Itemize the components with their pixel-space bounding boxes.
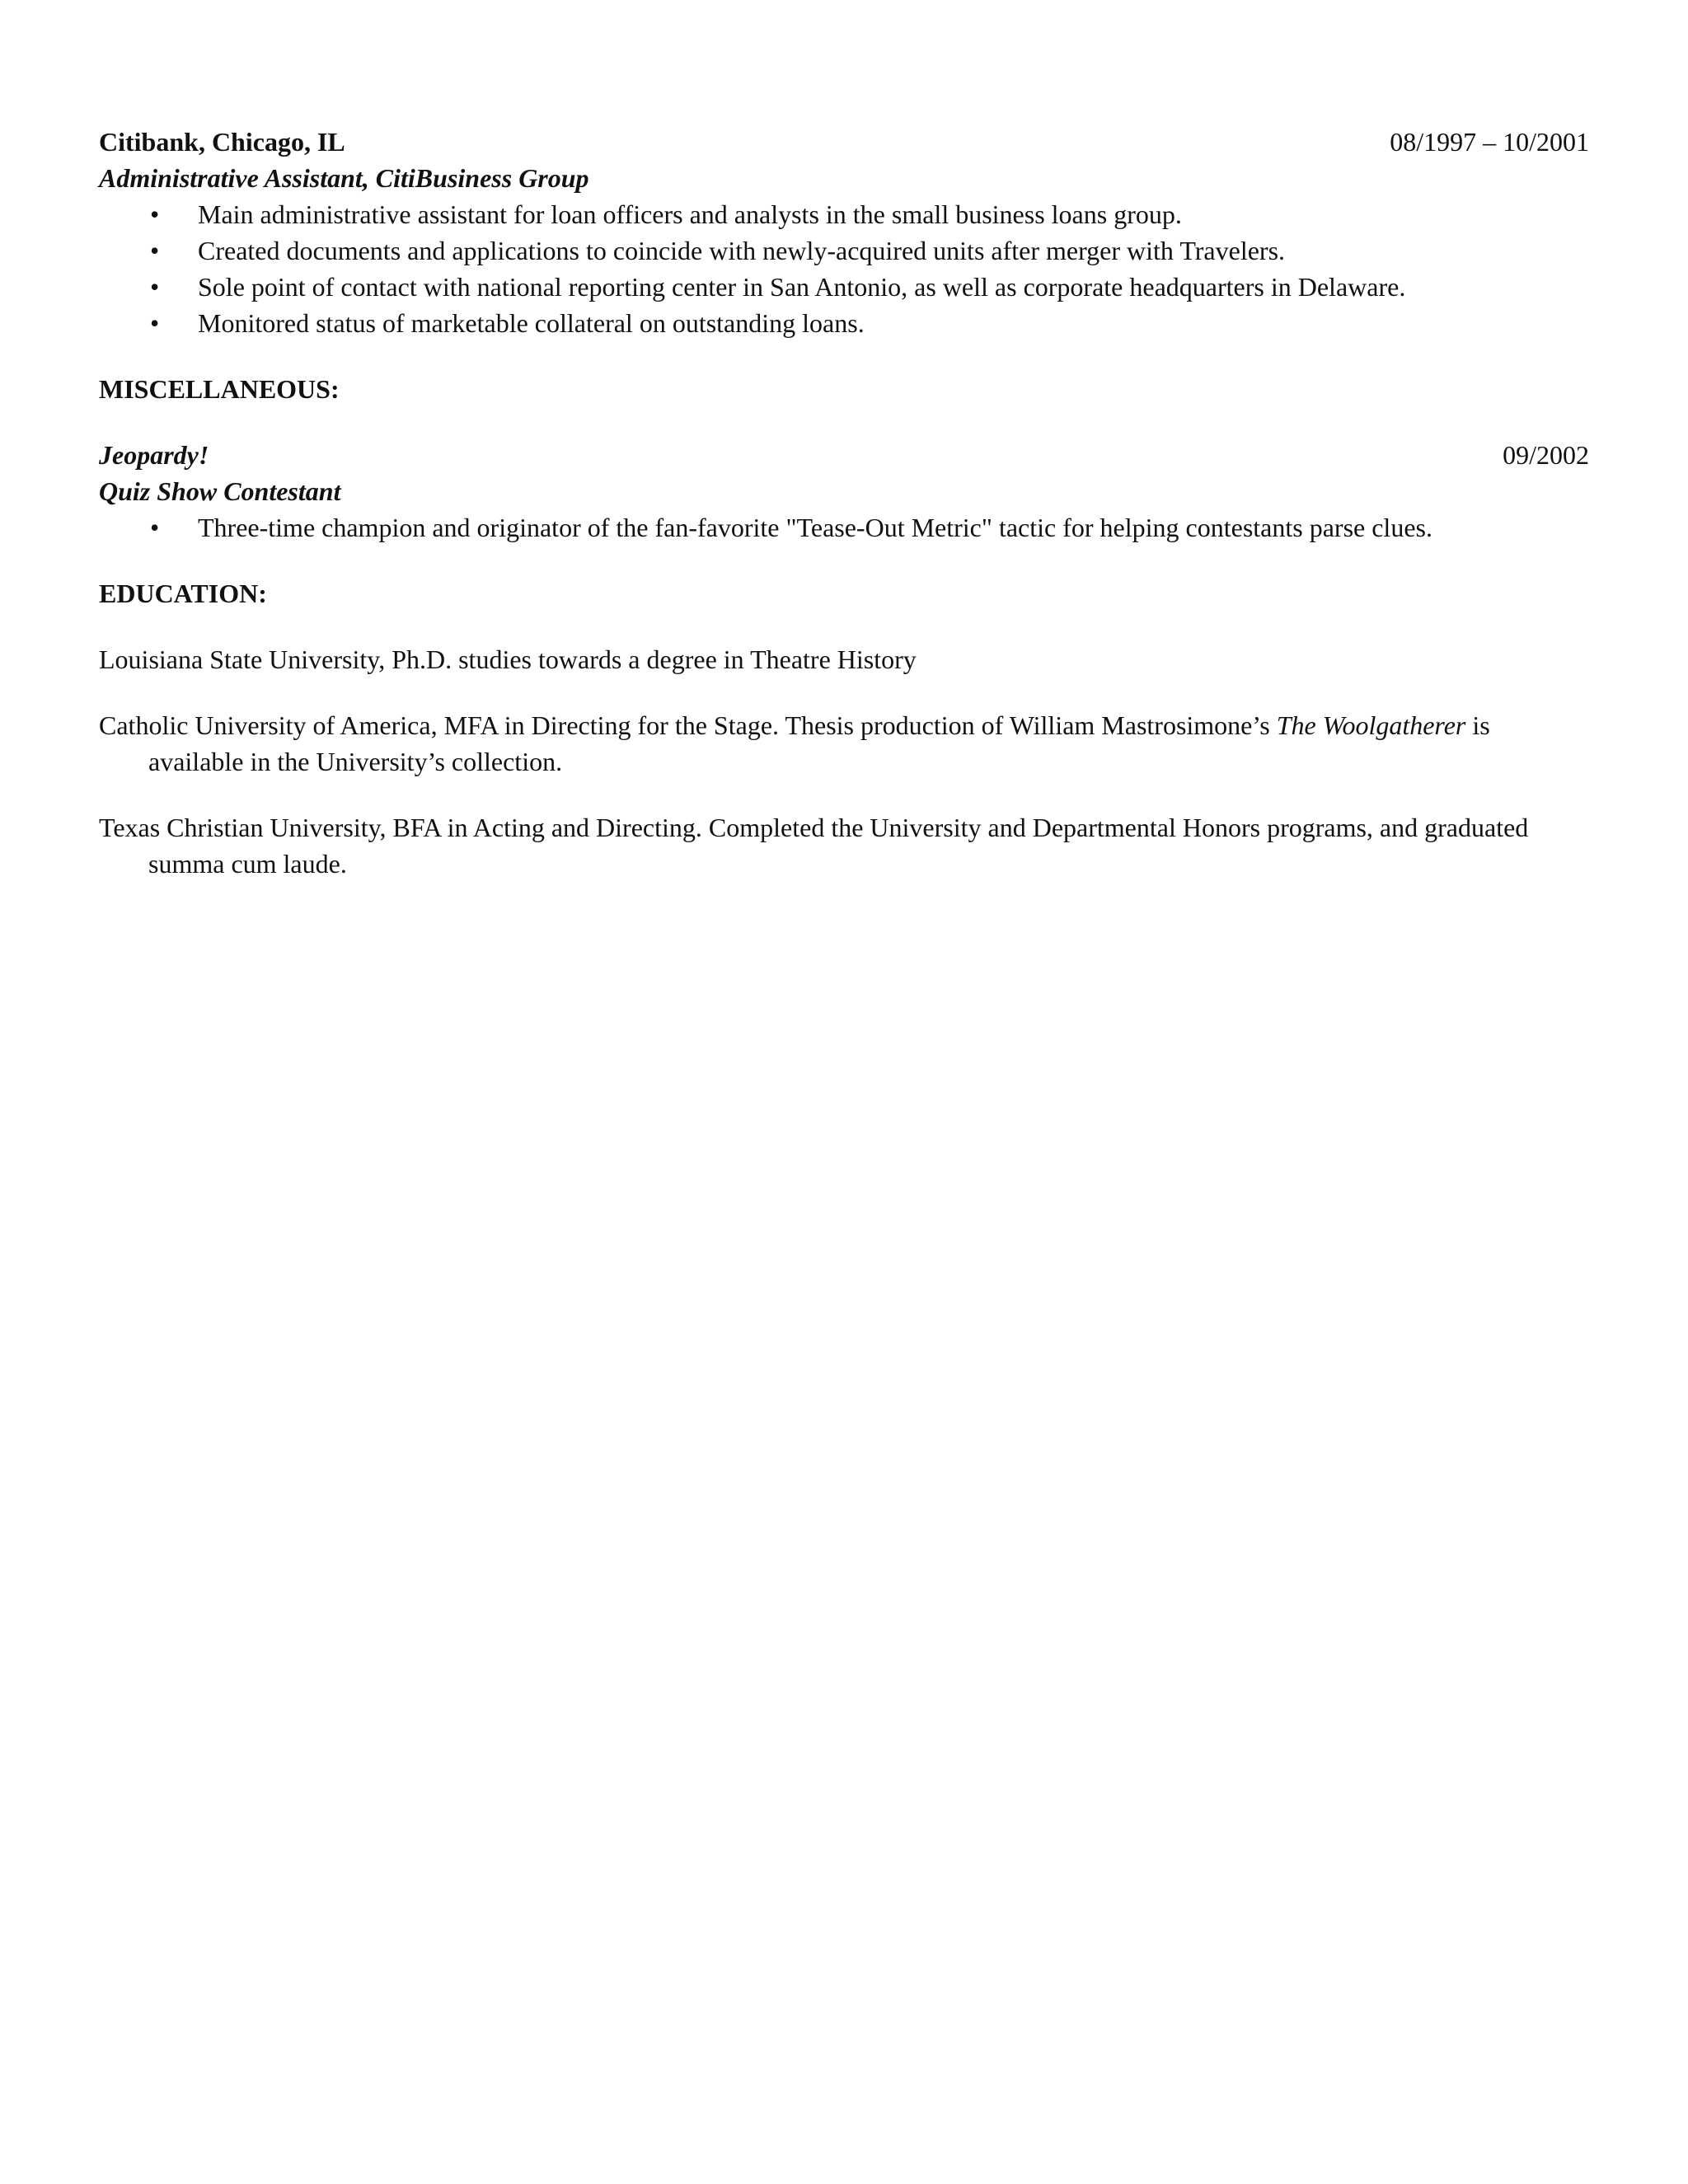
show-name: Jeopardy!	[99, 440, 209, 470]
bullet-text: Main administrative assistant for loan officers and analysts in the small business loans group.	[198, 199, 1182, 229]
list-item	[99, 269, 1589, 305]
section-heading-education: EDUCATION:	[99, 579, 267, 608]
resume-page	[99, 124, 1589, 882]
education-text: Catholic University of America, MFA in Directing for the Stage. Thesis production of William Mastrosimone’s	[99, 710, 1277, 740]
bullet-text: Three-time champion and originator of the fan-favorite "Tease-Out Metric" tactic for helping contestants parse clues.	[198, 513, 1432, 542]
misc-date: 09/2002	[1503, 440, 1589, 470]
bullet-text: Monitored status of marketable collateral on outstanding loans.	[198, 308, 865, 338]
section-heading-miscellaneous: MISCELLANEOUS:	[99, 374, 340, 404]
employer-name: Citibank, Chicago, IL	[99, 127, 345, 157]
education-entry-tcu: Texas Christian University, BFA in Acting and Directing. Completed the University and Departmental Honors programs, and graduated summa cum laude.	[99, 813, 1529, 879]
education-text: is available in the University’s collection.	[148, 710, 1490, 776]
employment-dates: 08/1997 – 10/2001	[1390, 127, 1589, 157]
bullet-text: Sole point of contact with national reporting center in San Antonio, as well as corporate headquarters in Delaware.	[198, 272, 1406, 302]
bullet-icon: •	[150, 308, 160, 338]
list-item	[99, 509, 1589, 546]
misc-entry-header	[99, 437, 1589, 473]
education-entry-cua	[99, 707, 1589, 780]
education-entry-lsu: Louisiana State University, Ph.D. studies towards a degree in Theatre History	[99, 644, 917, 674]
bullet-icon: •	[150, 513, 160, 542]
bullet-text: Created documents and applications to coincide with newly-acquired units after merger with Travelers.	[198, 236, 1286, 265]
bullet-icon: •	[150, 272, 160, 302]
list-item	[99, 196, 1589, 232]
bullet-icon: •	[150, 199, 160, 229]
job-duties-list	[99, 196, 1589, 341]
job-title: Administrative Assistant, CitiBusiness Group	[99, 163, 589, 193]
misc-list	[99, 509, 1589, 546]
thesis-title: The Woolgatherer	[1276, 710, 1466, 740]
job-header-citibank	[99, 124, 1589, 160]
list-item	[99, 232, 1589, 269]
misc-role: Quiz Show Contestant	[99, 476, 341, 506]
bullet-icon: •	[150, 236, 160, 265]
list-item	[99, 305, 1589, 341]
